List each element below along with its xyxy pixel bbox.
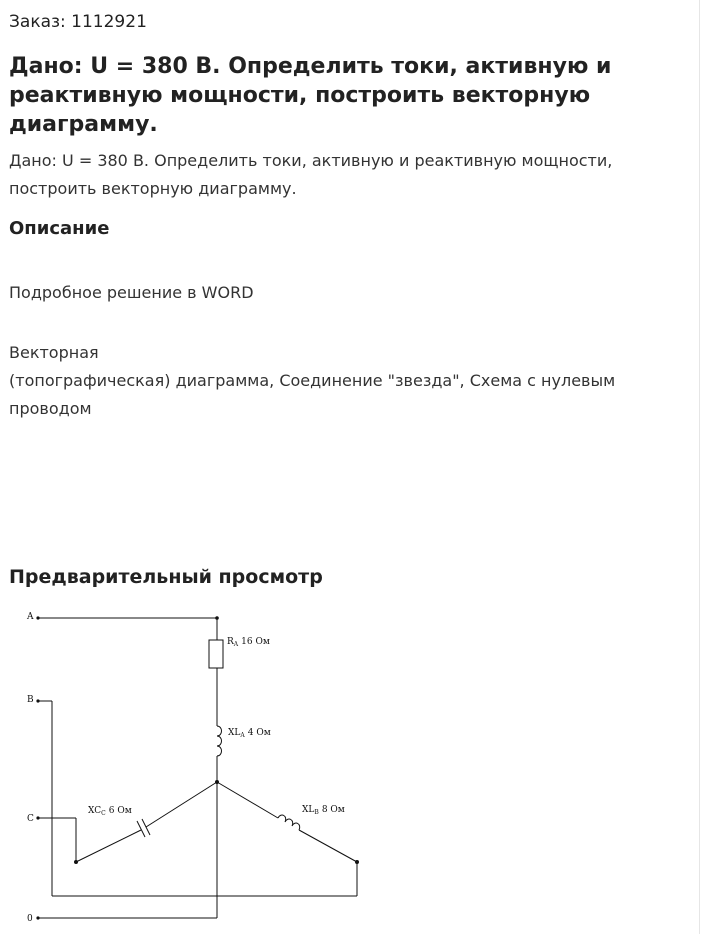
ra-label: $R_A$ 16 Ом [227, 637, 270, 648]
page-title: Дано: U = 380 В. Определить токи, активную и реактивную мощности, построить векторную диаграмму. [9, 54, 612, 137]
terminal-a-label: A [27, 612, 34, 622]
circuit-diagram [0, 600, 380, 930]
terminal-0-label: 0 [27, 914, 33, 924]
inductor-xlb [278, 815, 300, 830]
xlb-label: $XL_B$ 8 Ом [302, 805, 345, 816]
terminal-c-label: C [27, 814, 34, 824]
preview-heading: Предварительный просмотр [9, 566, 323, 588]
order-number: Заказ: 1112921 [9, 12, 147, 32]
resistor-ra [209, 640, 223, 668]
description-heading: Описание [9, 218, 110, 239]
given-text: Дано: U = 380 В. Определить токи, активную и реактивную мощности, построить векторную диаграмму. [9, 151, 613, 198]
xcc-label: $XC_C$ 6 Ом [88, 806, 132, 817]
terminal-b-label: B [27, 695, 34, 705]
inductor-xla [217, 726, 222, 756]
xla-label: $XL_A$ 4 Ом [228, 728, 271, 739]
description-paragraph: Подробное решение в WORD [9, 283, 254, 302]
description-paragraph-2: Векторная (топографическая) диаграмма, Соединение "звезда", Схема с нулевым проводом [9, 343, 616, 418]
